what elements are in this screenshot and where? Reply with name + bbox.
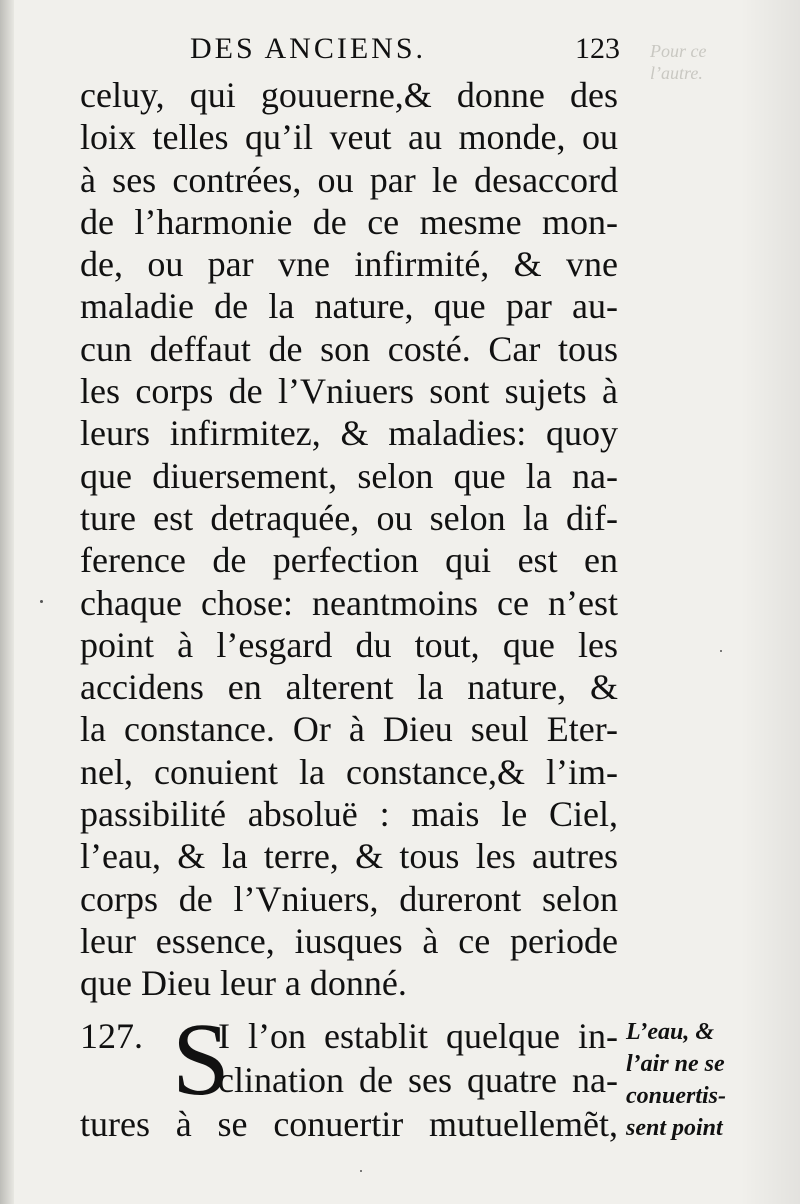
marginal-note-line: L’eau, & xyxy=(626,1019,714,1045)
ink-speck xyxy=(40,600,43,603)
text-line: cun deffaut de son costé. Car tous xyxy=(80,328,618,369)
bleed-line: l’autre. xyxy=(650,63,703,83)
ink-speck xyxy=(360,1170,362,1172)
text-line: la constance. Or à Dieu seul Eter- xyxy=(80,709,618,750)
text-line: l’eau, & la terre, & tous les autres xyxy=(80,836,618,877)
marginal-note xyxy=(626,1016,776,1144)
text-line: ference de perfection qui est en xyxy=(80,540,618,581)
text-line: que Dieu leur a donné. xyxy=(80,963,407,1004)
text-line: à ses contrées, ou par le desaccord xyxy=(80,159,618,200)
text-line: leur essence, iusques à ce periode xyxy=(80,920,618,961)
bleed-through-text xyxy=(650,40,780,84)
text-line: celuy, qui gouuerne,& donne des xyxy=(80,75,618,115)
ink-speck xyxy=(720,650,722,652)
text-line: les corps de l’Vniuers sont sujets à xyxy=(80,371,618,412)
section-number: 127. xyxy=(80,1016,143,1056)
text-line: de, ou par vne infirmité, & vne xyxy=(80,244,618,285)
drop-cap: S xyxy=(172,1002,230,1117)
text-line: passibilité absoluë : mais le Ciel, xyxy=(80,794,618,835)
page-header xyxy=(190,32,620,72)
section-line: tures à se conuertir mutuellemẽt, xyxy=(80,1104,618,1144)
page-number: 123 xyxy=(575,32,620,65)
bleed-line: Pour ce xyxy=(650,41,707,61)
text-line: accidens en alterent la nature, & xyxy=(80,667,618,708)
text-line: ture est detraquée, ou selon la dif- xyxy=(80,497,618,538)
marginal-note-line: sent point xyxy=(626,1115,723,1141)
running-head: DES ANCIENS. xyxy=(190,32,427,65)
text-line: maladie de la nature, que par au- xyxy=(80,286,618,327)
body-text xyxy=(80,74,618,1005)
section-line: clination de ses quatre na- xyxy=(218,1060,618,1100)
marginal-note-line: l’air ne se xyxy=(626,1051,725,1077)
text-line: point à l’esgard du tout, que les xyxy=(80,624,618,665)
marginal-note-line: conuertis- xyxy=(626,1083,727,1109)
section-line: I l’on establit quelque in- xyxy=(218,1016,618,1056)
text-line: que diuersement, selon que la na- xyxy=(80,455,618,496)
section-127 xyxy=(80,1002,618,1174)
text-line: chaque chose: neantmoins ce n’est xyxy=(80,582,618,623)
text-line: leurs infirmitez, & maladies: quoy xyxy=(80,413,618,454)
text-line: de l’harmonie de ce mesme mon- xyxy=(80,201,618,242)
page-gutter-edge xyxy=(0,0,14,1204)
text-line: loix telles qu’il veut au monde, ou xyxy=(80,117,618,158)
text-line: corps de l’Vniuers, dureront selon xyxy=(80,878,618,919)
text-line: nel, conuient la constance,& l’im- xyxy=(80,751,618,792)
